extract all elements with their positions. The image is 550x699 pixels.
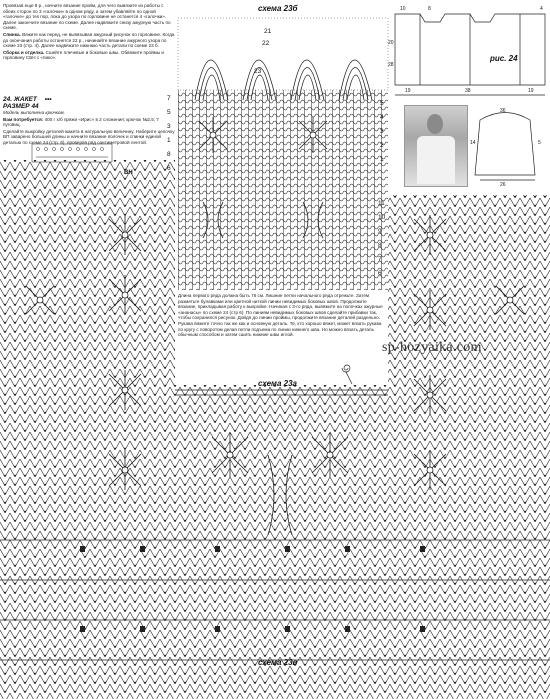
article-block	[3, 96, 175, 147]
chart-left-panel	[0, 160, 175, 699]
row-numbers-right: 5 4 3 2 1	[380, 100, 384, 163]
dim-s3: 26	[500, 182, 506, 188]
dim-d6: 38	[465, 88, 471, 94]
materials-text: 400 г х/б пряжи «Ирис» в 2 сложения; крючок №2,5; 7 пуговиц.	[3, 116, 159, 128]
article-model: Модель выполнена крючком.	[3, 110, 65, 115]
article-stars: •••	[44, 96, 52, 103]
schema-bottom-label: схема 23в	[258, 658, 298, 667]
figure-label: рис. 24	[490, 54, 518, 63]
instructions-p3: Сшейте плечевые и боковые швы. Обвяжите проймы и горловину СБН с «пико».	[3, 49, 164, 61]
middle-text: Длина первого ряда должна быть 76 см. Лишние петли начального ряда отрежьте. Затем разметьте булавками или цветной ниткой линии невидимых боковых швов. Продолжите вязание, прикладывая работу к выкройке. Начиная с 3-го ряда, вывяжите на полочках ажурные «ананасы» по схеме 24 (стр 6). По линиям невидимых боковых швов сделайте прибавки так, чтобы сохранился рисунок. Дойдя до линии проймы, продолжите вязание деталей раздельно. Рукава вяжите точно так же как и основную деталь. Те, кто хорошо вяжет, может вязать рукава по кругу с поворотом делая петли подъема по линии нижнего шва. Но можно вязать деталь обычным способом и затем сшить нижние швы иглой.	[178, 293, 383, 338]
instructions-p2: Вяжите как перед, не вывязывая ажурный рисунок по горловине. Когда до окончания работы останется 22 р., начинайте вязание ажурного узора по схеме 23 (стр. 4). Далее надвяжите нижнюю часть детали по схеме 23 б.	[3, 31, 175, 49]
row-numbers-right-lower: 11 10 9 8 7 6	[378, 200, 386, 277]
schema-middle-label: схема 23а	[258, 379, 297, 388]
top-instructions	[3, 3, 175, 62]
side-note: ВН	[124, 170, 133, 176]
dim-d8: 4	[540, 6, 543, 12]
dim-s4: 5	[538, 140, 541, 146]
dim-s1: 36	[500, 108, 506, 114]
dim-d2: 8	[428, 6, 431, 12]
model-photo	[404, 105, 468, 187]
model-photo-body	[417, 136, 455, 184]
article-body: Сделайте выкройку деталей жакета в натуральную величину. Наберите цепочку ВП заварено большей длины и начните вязание полочек и спинки единой деталью по схеме 24 (стр. 6), проверяя ряд сантиметровой лентой.	[3, 128, 175, 145]
dim-d7: 19	[528, 88, 534, 94]
pattern-number-c: 21	[264, 28, 272, 35]
pattern-number-a: 23	[254, 68, 262, 75]
dim-d3: 20	[388, 40, 394, 46]
schema-top-label: схема 23б	[258, 4, 298, 13]
back-heading: Спинка.	[3, 31, 21, 37]
article-size: РАЗМЕР 44	[3, 103, 39, 110]
materials-heading: Вам потребуется:	[3, 116, 44, 122]
article-title: 24. ЖАКЕТ	[3, 96, 37, 103]
dim-s2: 14	[470, 140, 476, 146]
row-numbers-top: 7 5 3 1 8 6	[167, 95, 171, 172]
chart-bottom-center	[175, 385, 388, 699]
dim-d5: 19	[405, 88, 411, 94]
pattern-number-b: 22	[262, 40, 270, 47]
chart-top-center	[178, 90, 388, 290]
dim-d1: 10	[400, 6, 406, 12]
instructions-p1: Провязав еще 8 р., начните вязание пройм, для чего вывязите из работы с обеих сторон по 3 «галочки» в одном ряду, а затем убавляйте по одной «галочке» до тех пор, пока до узора по горловине не останется 4 «галочки». Далее закончите вязание по схеме. Далее надвяжите снизу ажурную часть по схеме.	[3, 3, 171, 31]
watermark: sp-hozyaika.com	[382, 340, 482, 355]
dim-d4: 28	[388, 62, 394, 68]
model-photo-head	[427, 114, 443, 134]
chart-right-panel	[388, 195, 550, 699]
assembly-heading: Сборка и отделка.	[3, 49, 45, 55]
